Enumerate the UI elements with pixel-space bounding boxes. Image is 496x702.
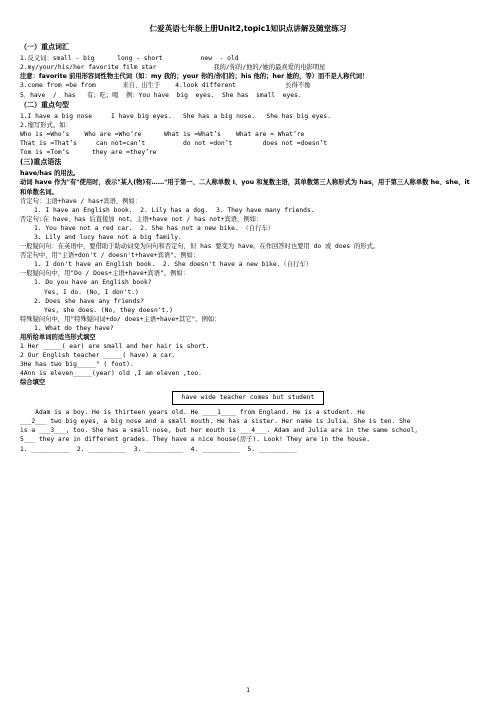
grammar-subheading: have/has 的用法。 bbox=[20, 170, 80, 178]
sentence-line: That is =That’s can not=can’t do not =don’t does not =doesn’t bbox=[20, 140, 328, 148]
vocab-line: 5．have / has 有；吃；喝 例：You have big eyes. She has small eyes. bbox=[20, 91, 302, 99]
grammar-example: 3. Lily and lucy have not a big family. bbox=[34, 233, 182, 241]
grammar-label: 肯定句：主语+have / has+宾语，例如： bbox=[20, 197, 142, 205]
grammar-example: 1. What do they have? bbox=[34, 324, 114, 332]
exercise-item: 3He has two big_____" ( foot). bbox=[20, 361, 134, 369]
grammar-example: 2. Does she have any friends? bbox=[34, 297, 144, 305]
section-heading-vocabulary: （一）重点词汇 bbox=[20, 43, 69, 52]
grammar-label: 特殊疑问句中，用"特殊疑问词+do/ does+主语+have+其它"。例如： bbox=[20, 315, 221, 323]
grammar-example: 1. You have not a red car. 2. She has not a new bike. （自行车） bbox=[34, 224, 274, 232]
grammar-label: 否定句:在 have、has 后直接加 not。主语+have not / has not+宾语，例如： bbox=[20, 215, 263, 223]
section-heading-sentences: （二）重点句型 bbox=[20, 100, 69, 109]
passage-line: ___2___ two big eyes, a big nose and a small mouth. He has a sister. Her name is Julia. She is ten. She bbox=[20, 418, 411, 426]
answer-blanks: 1. __________ 2. __________ 3. __________ 4. __________ 5. __________ bbox=[20, 445, 297, 453]
grammar-label: 一般疑问句中，用"Do / Does+主语+have+宾语"。例如： bbox=[20, 270, 189, 278]
sentence-line: Tom is =Tom’s they are =they’re bbox=[20, 149, 157, 157]
vocab-line: 1.反义词：small - big long - short new - old bbox=[20, 55, 239, 63]
exercise-heading-cloze: 综合填空 bbox=[20, 379, 46, 387]
exercise-item: 2 Our English teacher _____( have) a car. bbox=[20, 352, 176, 360]
document-title: 仁爱英语七年级上册Unit2,topic1知识点讲解及随堂练习 bbox=[149, 24, 347, 33]
sentence-line: 1.I have a big nose I have big eyes. She has a big nose. She has big eyes. bbox=[20, 112, 331, 120]
exercise-heading-fill: 用所给单词的适当形式填空 bbox=[20, 334, 96, 341]
vocab-line: 2.my/your/his/her favorite film star 我的/你的/他的/她的最喜爱的电影明星 bbox=[20, 64, 326, 72]
section-heading-grammar: (三)重点语法 bbox=[20, 158, 62, 167]
grammar-answer: Yes, she does. (No, they doesn't.) bbox=[44, 306, 173, 314]
passage-line: Adam is a boy. He is thirteen years old. He ____1____ from England. He is a student. He bbox=[20, 409, 365, 417]
grammar-example: 1. Do you have an English book? bbox=[34, 279, 152, 287]
vocab-line: 3.come from =be from 来自、出生于 4.look different 长得不像 bbox=[20, 82, 311, 90]
grammar-example: 1. I don't have an English book. 2. She doesn't have a new bike.（自行车） bbox=[34, 261, 312, 269]
grammar-label: 否定句中，用"主语+don't / doesn't+have+宾语"。例如： bbox=[20, 252, 200, 260]
grammar-answer: Yes, I do. (No, I don't.) bbox=[44, 288, 139, 296]
passage-line: 5___ they are in different grades. They have a nice house(房子). Look! They are in the house. bbox=[20, 436, 370, 444]
exercise-item: 4Ann is eleven_____(year) old ,I am eleven ,too. bbox=[20, 370, 202, 378]
sentence-line: 2.缩写形式。如： bbox=[20, 121, 72, 129]
grammar-rule: 动词 have 作为"有"使用时，表示"某人(物)有……"用于第一、二人称单数 I、you 和复数主语，其单数第三人称形式为 has，用于第三人称单数 he、she、it 和单数名词。 bbox=[20, 179, 470, 196]
exercise-item: 1 Her _____( ear) are small and her hair is short. bbox=[20, 343, 210, 351]
vocab-note: 注意：favorite 前用形容词性物主代词（如：my 我的；your 你的/你们的；his 他的；her 她的，等）而不是人称代词！ bbox=[20, 73, 369, 81]
grammar-example: 1. I have an English book. 2. Lily has a dog. 3. They have many friends. bbox=[34, 206, 315, 214]
passage-line: is a ___3___, too. She has a small nose, but her mouth is ___4___. Adam and Julia are in the same school, bbox=[20, 427, 419, 435]
grammar-rule-question: 一般疑问句：在英语中，要借助于助动词变为问句和否定句，但 has 要变为 have。在作回答时也要用 do 或 does 的形式。 bbox=[20, 243, 380, 251]
sentence-line: Who is =Who’s Who are =Who’re What is =What’s What are = What’re bbox=[20, 130, 305, 138]
word-bank-box: have wide teacher comes but student bbox=[172, 391, 324, 406]
page-number: 1 bbox=[246, 687, 250, 694]
